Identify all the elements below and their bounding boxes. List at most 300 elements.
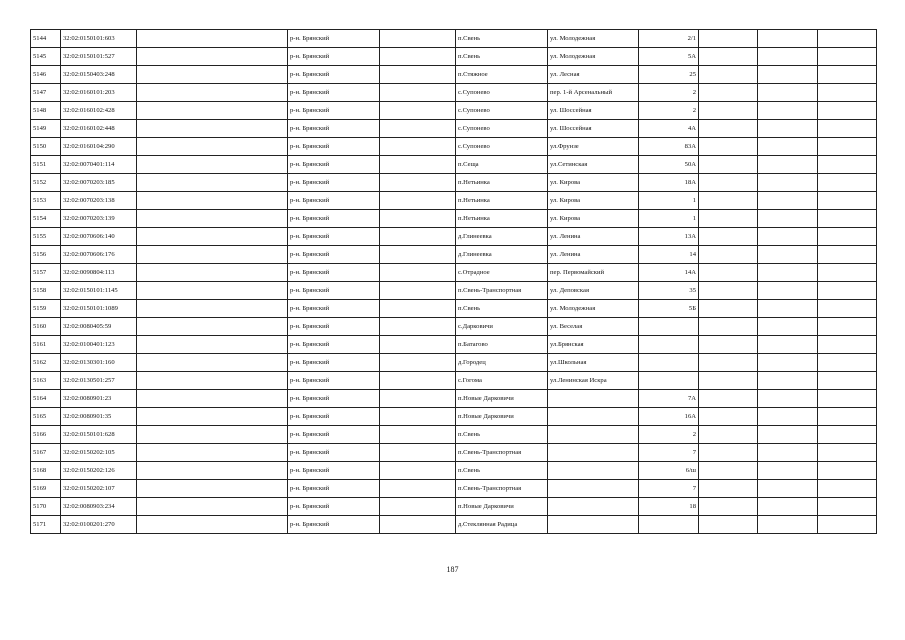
empty-cell bbox=[758, 354, 818, 372]
district-cell: р-н. Брянский bbox=[288, 390, 380, 408]
settlement-cell: д.Глинеевка bbox=[456, 246, 548, 264]
empty-cell bbox=[758, 246, 818, 264]
empty-cell bbox=[380, 156, 456, 174]
street-cell: ул. Ленина bbox=[548, 246, 639, 264]
empty-cell bbox=[818, 156, 877, 174]
house-number-cell: 18А bbox=[639, 174, 699, 192]
row-number-cell: 5153 bbox=[31, 192, 61, 210]
settlement-cell: п.Новые Дарковичи bbox=[456, 390, 548, 408]
empty-cell bbox=[818, 264, 877, 282]
cadastral-number-cell: 32:02:0090804:113 bbox=[61, 264, 137, 282]
empty-cell bbox=[380, 516, 456, 534]
table-row bbox=[31, 300, 877, 318]
row-number-cell: 5159 bbox=[31, 300, 61, 318]
empty-cell bbox=[137, 156, 288, 174]
district-cell: р-н. Брянский bbox=[288, 516, 380, 534]
empty-cell bbox=[380, 354, 456, 372]
district-cell: р-н. Брянский bbox=[288, 264, 380, 282]
house-number-cell bbox=[639, 516, 699, 534]
empty-cell bbox=[137, 210, 288, 228]
table-row bbox=[31, 48, 877, 66]
table-row bbox=[31, 498, 877, 516]
table-row bbox=[31, 426, 877, 444]
table-row bbox=[31, 264, 877, 282]
empty-cell bbox=[380, 264, 456, 282]
empty-cell bbox=[380, 246, 456, 264]
street-cell: ул. Кирова bbox=[548, 192, 639, 210]
row-number-cell: 5148 bbox=[31, 102, 61, 120]
house-number-cell bbox=[639, 318, 699, 336]
street-cell: пер. Первомайский bbox=[548, 264, 639, 282]
empty-cell bbox=[818, 120, 877, 138]
empty-cell bbox=[699, 336, 758, 354]
district-cell: р-н. Брянский bbox=[288, 102, 380, 120]
empty-cell bbox=[699, 444, 758, 462]
table-row bbox=[31, 246, 877, 264]
empty-cell bbox=[137, 372, 288, 390]
empty-cell bbox=[758, 426, 818, 444]
table-row bbox=[31, 102, 877, 120]
empty-cell bbox=[380, 84, 456, 102]
house-number-cell: 1 bbox=[639, 210, 699, 228]
empty-cell bbox=[380, 48, 456, 66]
empty-cell bbox=[699, 48, 758, 66]
district-cell: р-н. Брянский bbox=[288, 354, 380, 372]
table-row bbox=[31, 336, 877, 354]
empty-cell bbox=[137, 30, 288, 48]
table-row bbox=[31, 462, 877, 480]
row-number-cell: 5169 bbox=[31, 480, 61, 498]
cadastral-number-cell: 32:02:0080901:23 bbox=[61, 390, 137, 408]
house-number-cell: 50А bbox=[639, 156, 699, 174]
house-number-cell: 7 bbox=[639, 480, 699, 498]
empty-cell bbox=[818, 48, 877, 66]
district-cell: р-н. Брянский bbox=[288, 174, 380, 192]
district-cell: р-н. Брянский bbox=[288, 66, 380, 84]
street-cell: ул.Школьная bbox=[548, 354, 639, 372]
table-row bbox=[31, 138, 877, 156]
settlement-cell: п.Сеща bbox=[456, 156, 548, 174]
empty-cell bbox=[699, 120, 758, 138]
table-row bbox=[31, 354, 877, 372]
house-number-cell: 5Б bbox=[639, 300, 699, 318]
settlement-cell: д.Глинеевка bbox=[456, 228, 548, 246]
row-number-cell: 5155 bbox=[31, 228, 61, 246]
table-row bbox=[31, 480, 877, 498]
street-cell bbox=[548, 426, 639, 444]
row-number-cell: 5150 bbox=[31, 138, 61, 156]
empty-cell bbox=[758, 156, 818, 174]
empty-cell bbox=[380, 318, 456, 336]
cadastral-number-cell: 32:02:0070203:139 bbox=[61, 210, 137, 228]
empty-cell bbox=[758, 372, 818, 390]
district-cell: р-н. Брянский bbox=[288, 156, 380, 174]
street-cell: ул. Молодежная bbox=[548, 300, 639, 318]
settlement-cell: п.Свень-Транспортная bbox=[456, 282, 548, 300]
empty-cell bbox=[699, 138, 758, 156]
house-number-cell: 1 bbox=[639, 192, 699, 210]
table-row bbox=[31, 444, 877, 462]
empty-cell bbox=[137, 318, 288, 336]
empty-cell bbox=[818, 354, 877, 372]
empty-cell bbox=[699, 462, 758, 480]
district-cell: р-н. Брянский bbox=[288, 210, 380, 228]
empty-cell bbox=[137, 66, 288, 84]
district-cell: р-н. Брянский bbox=[288, 480, 380, 498]
empty-cell bbox=[758, 444, 818, 462]
empty-cell bbox=[818, 318, 877, 336]
cadastral-number-cell: 32:02:0150403:248 bbox=[61, 66, 137, 84]
house-number-cell: 18 bbox=[639, 498, 699, 516]
empty-cell bbox=[137, 102, 288, 120]
house-number-cell: 5А bbox=[639, 48, 699, 66]
street-cell: ул. Шоссейная bbox=[548, 120, 639, 138]
empty-cell bbox=[699, 246, 758, 264]
empty-cell bbox=[380, 66, 456, 84]
settlement-cell: п.Свень bbox=[456, 426, 548, 444]
street-cell: ул. Шоссейная bbox=[548, 102, 639, 120]
settlement-cell: п.Свень-Транспортная bbox=[456, 480, 548, 498]
house-number-cell: 7 bbox=[639, 444, 699, 462]
empty-cell bbox=[137, 84, 288, 102]
empty-cell bbox=[758, 84, 818, 102]
row-number-cell: 5144 bbox=[31, 30, 61, 48]
house-number-cell: 2/1 bbox=[639, 30, 699, 48]
settlement-cell: с.Дарковичи bbox=[456, 318, 548, 336]
settlement-cell: с.Супонево bbox=[456, 120, 548, 138]
street-cell bbox=[548, 408, 639, 426]
settlement-cell: с.Супонево bbox=[456, 102, 548, 120]
settlement-cell: п.Свень bbox=[456, 300, 548, 318]
street-cell: ул. Кирова bbox=[548, 174, 639, 192]
empty-cell bbox=[699, 84, 758, 102]
page-number: 187 bbox=[446, 565, 459, 574]
cadastral-number-cell: 32:02:0070606:140 bbox=[61, 228, 137, 246]
cadastral-number-cell: 32:02:0070203:138 bbox=[61, 192, 137, 210]
empty-cell bbox=[699, 408, 758, 426]
empty-cell bbox=[137, 228, 288, 246]
empty-cell bbox=[818, 372, 877, 390]
district-cell: р-н. Брянский bbox=[288, 84, 380, 102]
district-cell: р-н. Брянский bbox=[288, 408, 380, 426]
district-cell: р-н. Брянский bbox=[288, 120, 380, 138]
empty-cell bbox=[818, 102, 877, 120]
street-cell: ул. Молодежная bbox=[548, 48, 639, 66]
cadastral-number-cell: 32:02:0150101:1145 bbox=[61, 282, 137, 300]
table-row bbox=[31, 516, 877, 534]
street-cell: ул. Веселая bbox=[548, 318, 639, 336]
row-number-cell: 5147 bbox=[31, 84, 61, 102]
empty-cell bbox=[380, 462, 456, 480]
empty-cell bbox=[699, 498, 758, 516]
empty-cell bbox=[699, 318, 758, 336]
settlement-cell: п.Свень bbox=[456, 30, 548, 48]
empty-cell bbox=[137, 462, 288, 480]
cadastral-number-cell: 32:02:0160102:448 bbox=[61, 120, 137, 138]
house-number-cell bbox=[639, 336, 699, 354]
row-number-cell: 5164 bbox=[31, 390, 61, 408]
cadastral-number-cell: 32:02:0160104:290 bbox=[61, 138, 137, 156]
empty-cell bbox=[818, 138, 877, 156]
empty-cell bbox=[758, 498, 818, 516]
cadastral-number-cell: 32:02:0100401:123 bbox=[61, 336, 137, 354]
house-number-cell: 35 bbox=[639, 282, 699, 300]
cadastral-number-cell: 32:02:0150202:107 bbox=[61, 480, 137, 498]
empty-cell bbox=[137, 264, 288, 282]
house-number-cell: 2 bbox=[639, 426, 699, 444]
empty-cell bbox=[699, 390, 758, 408]
empty-cell bbox=[758, 66, 818, 84]
settlement-cell: д.Стеклянная Радица bbox=[456, 516, 548, 534]
cadastral-number-cell: 32:02:0080405:59 bbox=[61, 318, 137, 336]
table-row bbox=[31, 156, 877, 174]
street-cell: ул.Сетинская bbox=[548, 156, 639, 174]
district-cell: р-н. Брянский bbox=[288, 282, 380, 300]
empty-cell bbox=[699, 192, 758, 210]
district-cell: р-н. Брянский bbox=[288, 372, 380, 390]
empty-cell bbox=[699, 228, 758, 246]
table-row bbox=[31, 210, 877, 228]
empty-cell bbox=[818, 192, 877, 210]
street-cell: пер. 1-й Арсенальный bbox=[548, 84, 639, 102]
cadastral-number-cell: 32:02:0150101:628 bbox=[61, 426, 137, 444]
table-row bbox=[31, 282, 877, 300]
settlement-cell: с.Супонево bbox=[456, 138, 548, 156]
house-number-cell bbox=[639, 354, 699, 372]
house-number-cell: 4А bbox=[639, 120, 699, 138]
empty-cell bbox=[699, 426, 758, 444]
empty-cell bbox=[818, 462, 877, 480]
street-cell bbox=[548, 462, 639, 480]
empty-cell bbox=[699, 66, 758, 84]
cadastral-number-cell: 32:02:0070203:185 bbox=[61, 174, 137, 192]
district-cell: р-н. Брянский bbox=[288, 318, 380, 336]
empty-cell bbox=[758, 408, 818, 426]
empty-cell bbox=[758, 462, 818, 480]
settlement-cell: п.Свень bbox=[456, 48, 548, 66]
cadastral-number-cell: 32:02:0150202:126 bbox=[61, 462, 137, 480]
cadastral-number-cell: 32:02:0150202:105 bbox=[61, 444, 137, 462]
row-number-cell: 5145 bbox=[31, 48, 61, 66]
street-cell: ул. Кирова bbox=[548, 210, 639, 228]
empty-cell bbox=[758, 30, 818, 48]
row-number-cell: 5146 bbox=[31, 66, 61, 84]
empty-cell bbox=[818, 210, 877, 228]
empty-cell bbox=[818, 336, 877, 354]
settlement-cell: д.Городец bbox=[456, 354, 548, 372]
table-row bbox=[31, 120, 877, 138]
empty-cell bbox=[699, 282, 758, 300]
cadastral-number-cell: 32:02:0160102:428 bbox=[61, 102, 137, 120]
empty-cell bbox=[137, 120, 288, 138]
empty-cell bbox=[818, 300, 877, 318]
empty-cell bbox=[137, 282, 288, 300]
district-cell: р-н. Брянский bbox=[288, 138, 380, 156]
district-cell: р-н. Брянский bbox=[288, 192, 380, 210]
house-number-cell: 14А bbox=[639, 264, 699, 282]
settlement-cell: с.Супонево bbox=[456, 84, 548, 102]
empty-cell bbox=[380, 336, 456, 354]
house-number-cell: 7А bbox=[639, 390, 699, 408]
table-row bbox=[31, 66, 877, 84]
registry-table bbox=[30, 29, 877, 534]
row-number-cell: 5171 bbox=[31, 516, 61, 534]
empty-cell bbox=[380, 300, 456, 318]
cadastral-number-cell: 32:02:0150101:1089 bbox=[61, 300, 137, 318]
street-cell: ул.Ленинская Искра bbox=[548, 372, 639, 390]
row-number-cell: 5156 bbox=[31, 246, 61, 264]
street-cell bbox=[548, 390, 639, 408]
house-number-cell: 14 bbox=[639, 246, 699, 264]
cadastral-number-cell: 32:02:0130501:257 bbox=[61, 372, 137, 390]
empty-cell bbox=[137, 390, 288, 408]
house-number-cell: 16А bbox=[639, 408, 699, 426]
settlement-cell: п.Стяжное bbox=[456, 66, 548, 84]
district-cell: р-н. Брянский bbox=[288, 444, 380, 462]
empty-cell bbox=[137, 48, 288, 66]
district-cell: р-н. Брянский bbox=[288, 426, 380, 444]
empty-cell bbox=[758, 102, 818, 120]
empty-cell bbox=[699, 300, 758, 318]
empty-cell bbox=[818, 426, 877, 444]
empty-cell bbox=[699, 102, 758, 120]
empty-cell bbox=[818, 66, 877, 84]
empty-cell bbox=[380, 138, 456, 156]
street-cell bbox=[548, 480, 639, 498]
empty-cell bbox=[137, 354, 288, 372]
empty-cell bbox=[137, 480, 288, 498]
empty-cell bbox=[380, 444, 456, 462]
row-number-cell: 5161 bbox=[31, 336, 61, 354]
empty-cell bbox=[758, 138, 818, 156]
row-number-cell: 5157 bbox=[31, 264, 61, 282]
settlement-cell: п.Новые Дарковичи bbox=[456, 408, 548, 426]
empty-cell bbox=[818, 228, 877, 246]
empty-cell bbox=[818, 480, 877, 498]
empty-cell bbox=[380, 228, 456, 246]
house-number-cell: 6/ш bbox=[639, 462, 699, 480]
empty-cell bbox=[380, 102, 456, 120]
empty-cell bbox=[818, 246, 877, 264]
district-cell: р-н. Брянский bbox=[288, 48, 380, 66]
row-number-cell: 5149 bbox=[31, 120, 61, 138]
empty-cell bbox=[137, 498, 288, 516]
cadastral-number-cell: 32:02:0130301:160 bbox=[61, 354, 137, 372]
empty-cell bbox=[758, 480, 818, 498]
empty-cell bbox=[137, 426, 288, 444]
street-cell bbox=[548, 516, 639, 534]
empty-cell bbox=[137, 516, 288, 534]
settlement-cell: п.Нетьинка bbox=[456, 192, 548, 210]
row-number-cell: 5160 bbox=[31, 318, 61, 336]
empty-cell bbox=[758, 48, 818, 66]
empty-cell bbox=[758, 210, 818, 228]
empty-cell bbox=[137, 336, 288, 354]
house-number-cell: 83А bbox=[639, 138, 699, 156]
registry-rows bbox=[31, 30, 877, 534]
row-number-cell: 5151 bbox=[31, 156, 61, 174]
settlement-cell: с.Отрадное bbox=[456, 264, 548, 282]
district-cell: р-н. Брянский bbox=[288, 228, 380, 246]
empty-cell bbox=[818, 84, 877, 102]
empty-cell bbox=[380, 480, 456, 498]
row-number-cell: 5152 bbox=[31, 174, 61, 192]
district-cell: р-н. Брянский bbox=[288, 300, 380, 318]
empty-cell bbox=[758, 336, 818, 354]
street-cell: ул. Деповская bbox=[548, 282, 639, 300]
empty-cell bbox=[380, 282, 456, 300]
settlement-cell: п.Батагово bbox=[456, 336, 548, 354]
empty-cell bbox=[380, 372, 456, 390]
empty-cell bbox=[699, 480, 758, 498]
cadastral-number-cell: 32:02:0100201:270 bbox=[61, 516, 137, 534]
empty-cell bbox=[699, 30, 758, 48]
row-number-cell: 5154 bbox=[31, 210, 61, 228]
empty-cell bbox=[699, 174, 758, 192]
row-number-cell: 5158 bbox=[31, 282, 61, 300]
district-cell: р-н. Брянский bbox=[288, 30, 380, 48]
empty-cell bbox=[380, 174, 456, 192]
table-row bbox=[31, 174, 877, 192]
street-cell: ул.Фрунзе bbox=[548, 138, 639, 156]
cadastral-number-cell: 32:02:0080903:234 bbox=[61, 498, 137, 516]
table-row bbox=[31, 390, 877, 408]
empty-cell bbox=[818, 30, 877, 48]
empty-cell bbox=[758, 174, 818, 192]
empty-cell bbox=[758, 282, 818, 300]
empty-cell bbox=[699, 372, 758, 390]
empty-cell bbox=[818, 408, 877, 426]
cadastral-number-cell: 32:02:0150101:603 bbox=[61, 30, 137, 48]
row-number-cell: 5163 bbox=[31, 372, 61, 390]
empty-cell bbox=[699, 264, 758, 282]
empty-cell bbox=[137, 192, 288, 210]
settlement-cell: с.Гогома bbox=[456, 372, 548, 390]
empty-cell bbox=[758, 300, 818, 318]
empty-cell bbox=[137, 408, 288, 426]
table-row bbox=[31, 408, 877, 426]
empty-cell bbox=[699, 210, 758, 228]
house-number-cell bbox=[639, 372, 699, 390]
cadastral-number-cell: 32:02:0070401:114 bbox=[61, 156, 137, 174]
settlement-cell: п.Свень-Транспортная bbox=[456, 444, 548, 462]
empty-cell bbox=[380, 498, 456, 516]
empty-cell bbox=[699, 354, 758, 372]
street-cell bbox=[548, 498, 639, 516]
row-number-cell: 5170 bbox=[31, 498, 61, 516]
settlement-cell: п.Новые Дарковичи bbox=[456, 498, 548, 516]
settlement-cell: п.Нетьинка bbox=[456, 174, 548, 192]
empty-cell bbox=[137, 174, 288, 192]
district-cell: р-н. Брянский bbox=[288, 336, 380, 354]
district-cell: р-н. Брянский bbox=[288, 462, 380, 480]
cadastral-number-cell: 32:02:0150101:527 bbox=[61, 48, 137, 66]
row-number-cell: 5166 bbox=[31, 426, 61, 444]
empty-cell bbox=[818, 444, 877, 462]
empty-cell bbox=[380, 408, 456, 426]
cadastral-number-cell: 32:02:0080901:35 bbox=[61, 408, 137, 426]
table-row bbox=[31, 192, 877, 210]
empty-cell bbox=[758, 228, 818, 246]
house-number-cell: 2 bbox=[639, 84, 699, 102]
empty-cell bbox=[380, 120, 456, 138]
district-cell: р-н. Брянский bbox=[288, 246, 380, 264]
cadastral-number-cell: 32:02:0070606:176 bbox=[61, 246, 137, 264]
cadastral-number-cell: 32:02:0160101:203 bbox=[61, 84, 137, 102]
empty-cell bbox=[380, 426, 456, 444]
empty-cell bbox=[758, 120, 818, 138]
row-number-cell: 5168 bbox=[31, 462, 61, 480]
